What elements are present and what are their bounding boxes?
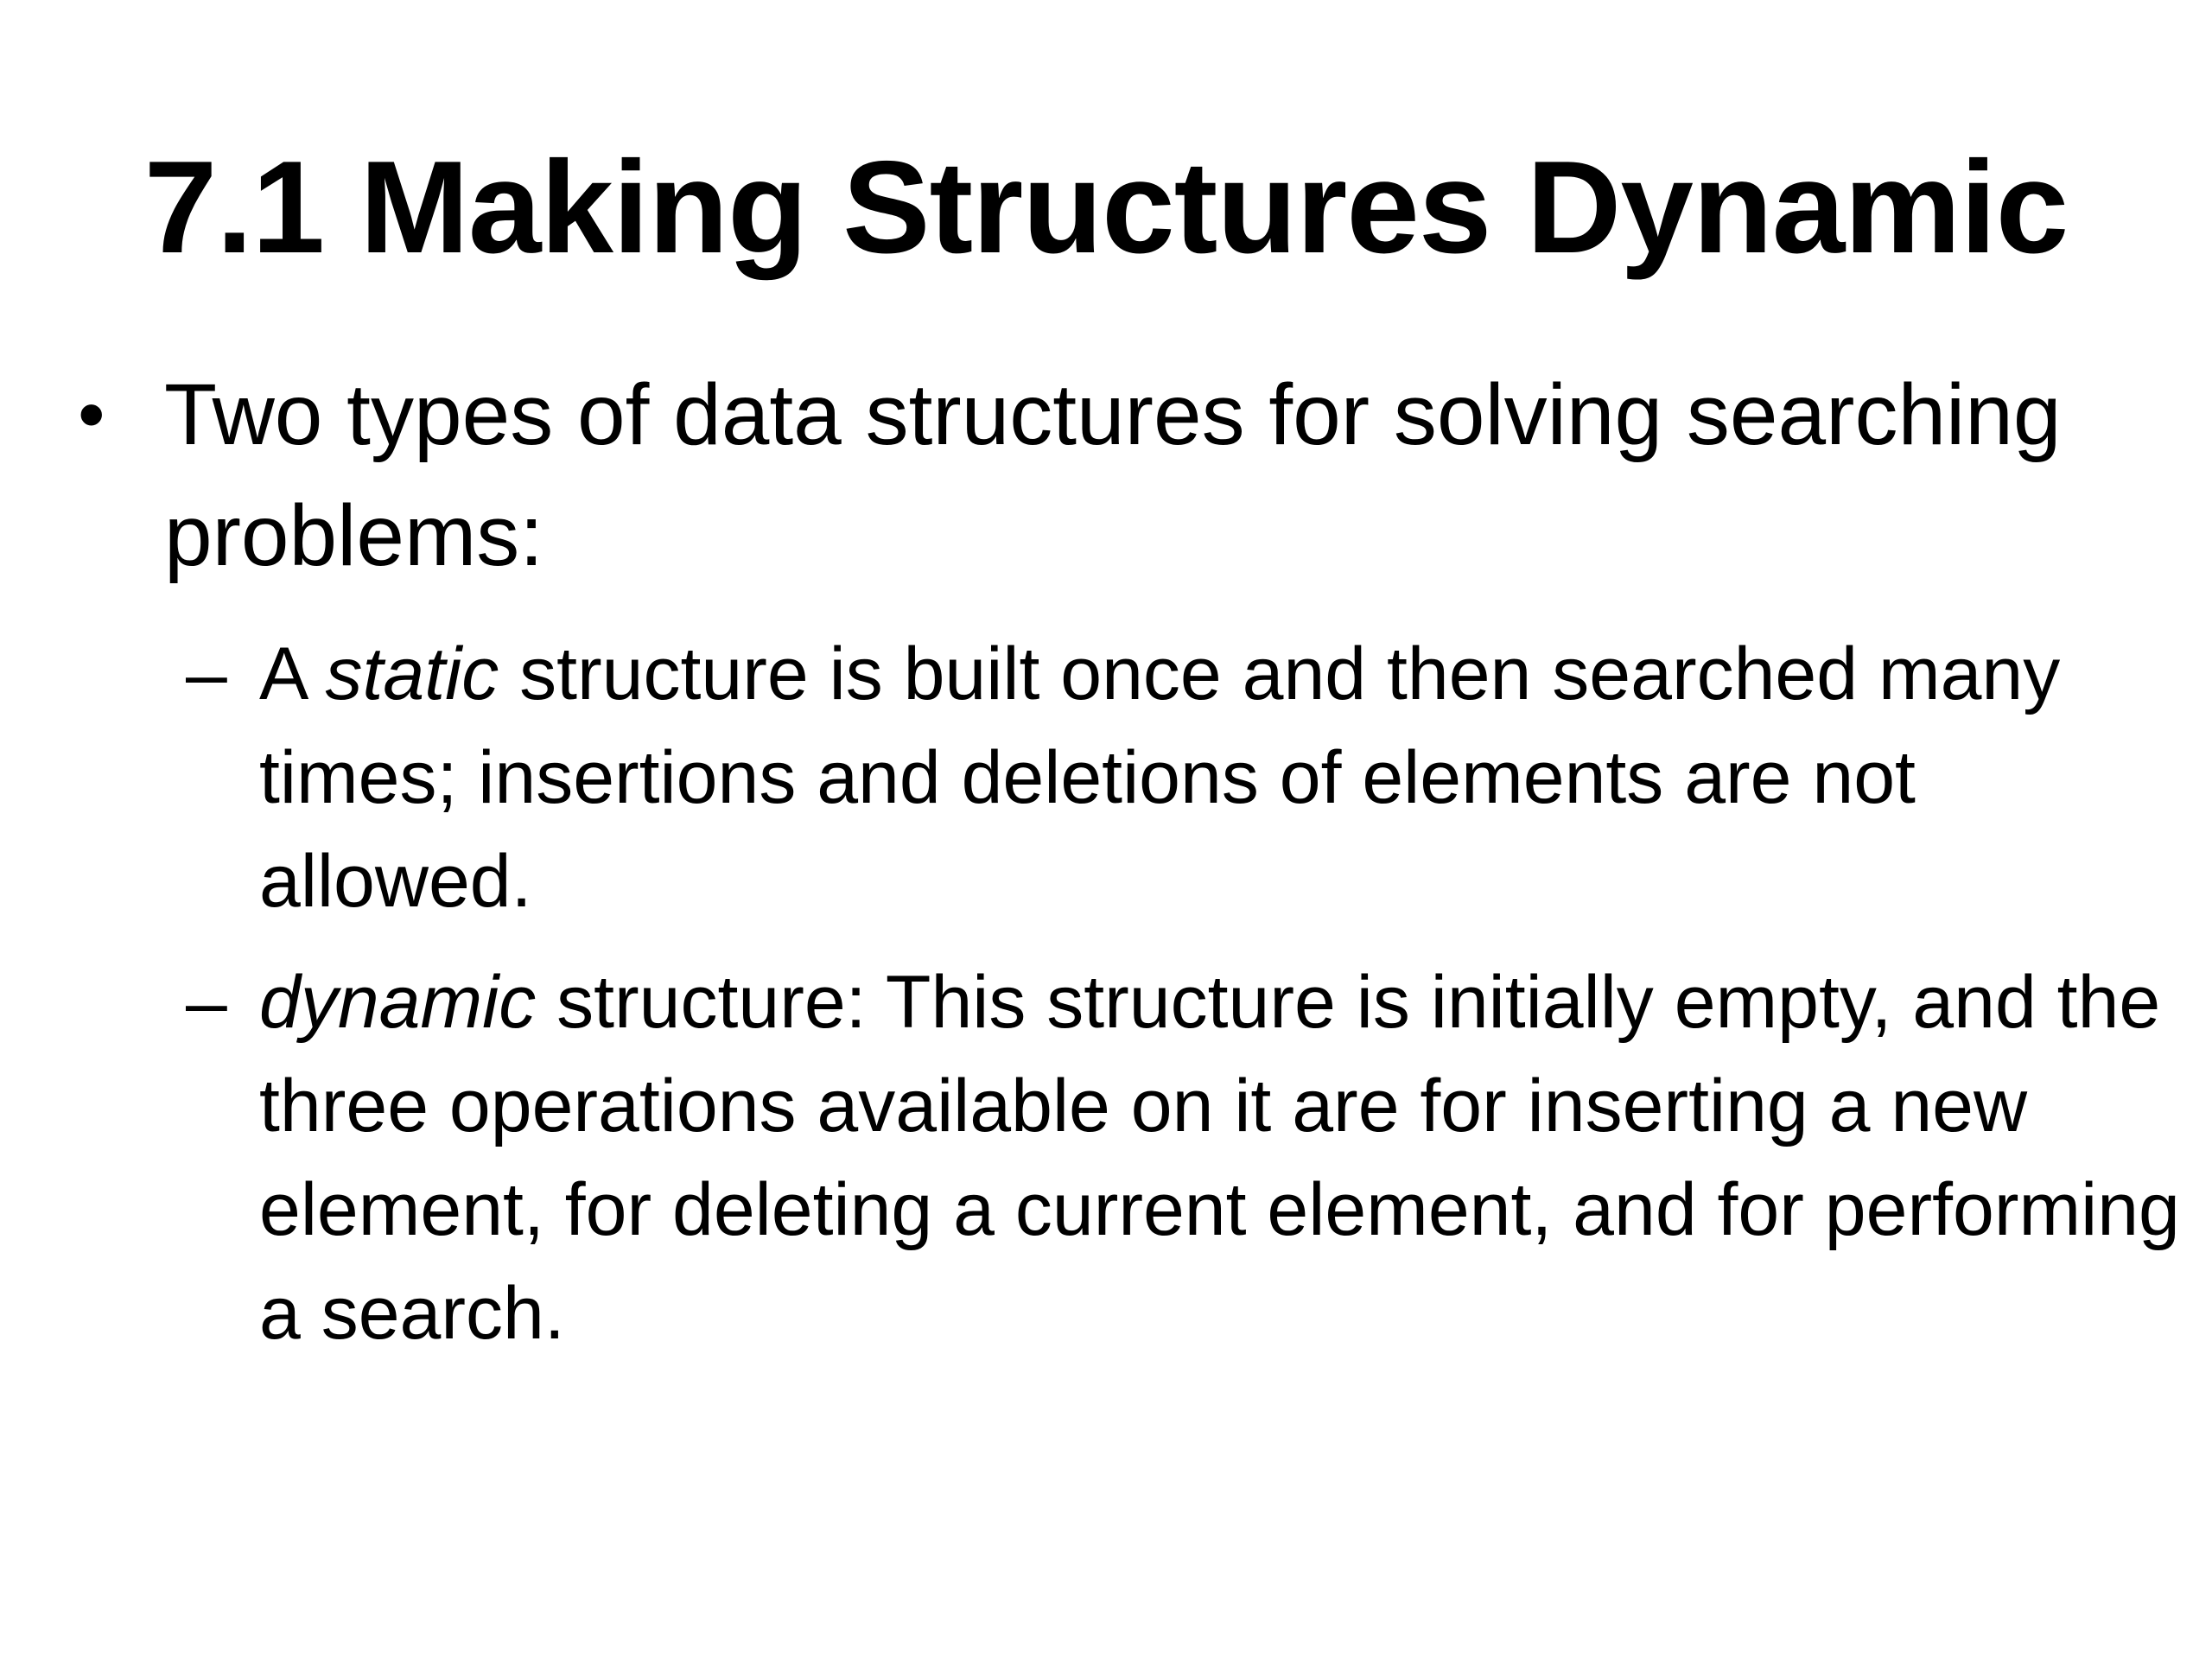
slide-title: 7.1 Making Structures Dynamic	[143, 134, 2069, 281]
sub-bullet-static	[78, 622, 2195, 933]
emphasis-dynamic: dynamic	[259, 961, 537, 1044]
sub-bullet-text: structure: This structure is initially empty, and the three operations available on it are for inserting a new element, for deleting a current element, and for performing a search.	[259, 961, 2180, 1355]
bullet-item	[78, 354, 2186, 596]
dash-marker: –	[186, 632, 227, 715]
sub-bullet-dynamic	[78, 950, 2195, 1365]
sub-bullet-prefix: A	[259, 632, 326, 715]
bullet-text: Two types of data structures for solving searching problems:	[164, 366, 2062, 584]
dash-marker: –	[186, 961, 227, 1044]
sub-bullet-text: structure is built once and then searched many times; insertions and deletions of elements are not allowed.	[259, 632, 2061, 923]
bullet-marker: •	[78, 372, 105, 458]
slide-content	[78, 354, 2186, 1382]
emphasis-static: static	[325, 632, 499, 715]
